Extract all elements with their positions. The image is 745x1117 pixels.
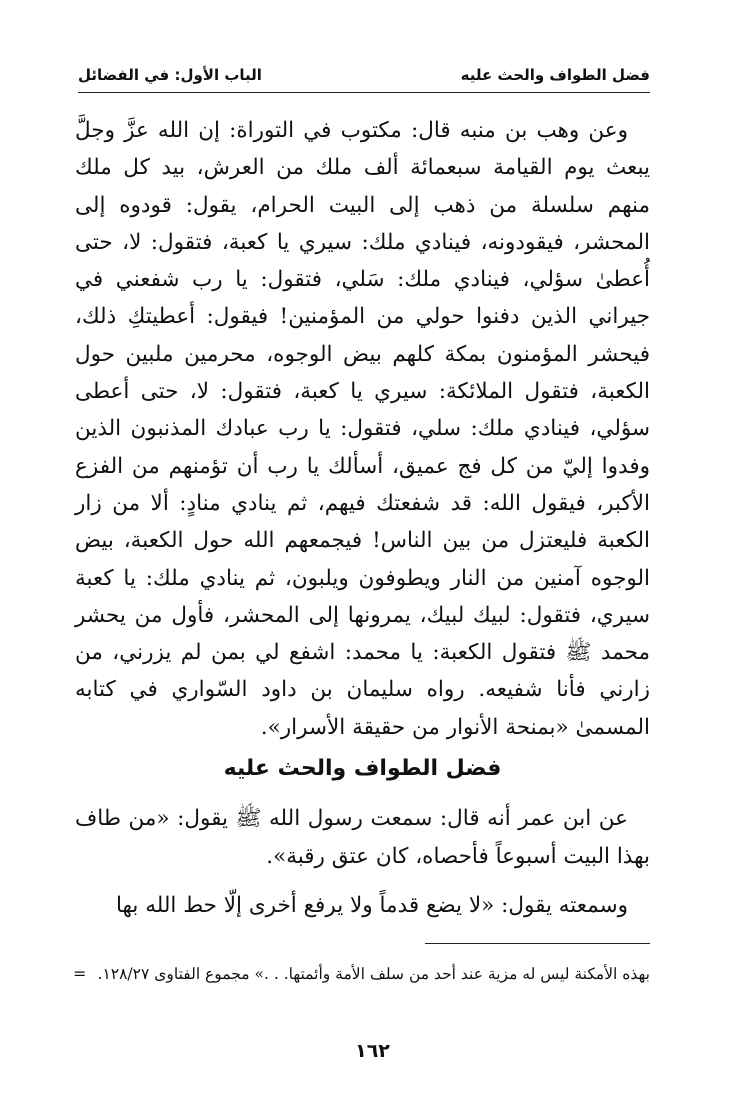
footnote-text: بهذه الأمكنة ليس له مزية عند أحد من سلف الأمة وأئمتها. . .» مجموع الفتاوى ١٢٨/٢٧. bbox=[97, 965, 650, 983]
section-title: الباب الأول: في الفضائل bbox=[78, 66, 262, 84]
main-text bbox=[75, 112, 650, 746]
page-number: ١٦٢ bbox=[355, 1040, 390, 1062]
chapter-title: فضل الطواف والحث عليه bbox=[460, 66, 650, 84]
hadith-paragraph-2: وسمعته يقول: «لا يضع قدماً ولا يرفع أخرى إلّا حط الله بها bbox=[115, 893, 628, 918]
footnote-continuation-mark: = bbox=[73, 964, 87, 983]
footnote bbox=[73, 958, 650, 990]
running-header bbox=[78, 58, 650, 93]
hadith-text bbox=[75, 800, 650, 937]
section-heading: فضل الطواف والحث عليه bbox=[223, 756, 502, 781]
hadith-paragraph-1: عن ابن عمر أنه قال: سمعت رسول الله ﷺ يقول: «من طاف بهذا البيت أسبوعاً فأحصاه، كان عتق رقبة». bbox=[75, 806, 650, 869]
narration-paragraph: وعن وهب بن منبه قال: مكتوب في التوراة: إن الله عزَّ وجلَّ يبعث يوم القيامة سبعمائة ألف ملك من العرش، بيد كل ملك منهم سلسلة من ذهب إلى البيت الحرام، يقول: قودوه إلى المحشر، فيقودونه، فينادي ملك: سيري يا كعبة، فتقول: لا، حتى أُعطىٰ سؤلي، فينادي ملك: سَلي، فتقول: يا رب شفعني في جيراني الذين دفنوا حولي من المؤمنين! فيقول: أعطيتكِ ذلك، فيحشر المؤمنون بمكة كلهم بيض الوجوه، محرمين ملبين حول الكعبة، فتقول الملائكة: سيري يا كعبة، فتقول: لا، حتى أعطى سؤلي، فينادي ملك: سلي، فتقول: يا رب عبادك المذنبون الذين وفدوا إليّ من كل فج عميق، أسألك يا رب أن تؤمنهم من الفزع الأكبر، فيقول الله: قد شفعتك فيهم، ثم ينادي منادٍ: ألا من زار الكعبة فليعتزل من بين الناس! فيجمعهم الله حول الكعبة، بيض الوجوه آمنين من النار ويطوفون ويلبون، ثم ينادي ملك: يا كعبة سيري، فتقول: لبيك لبيك، يمرونها إلى المحشر، فأول من يحشر محمد ﷺ فتقول الكعبة: يا محمد: اشفع لي بمن لم يزرني، من زارني فأنا شفيعه. رواه سليمان بن داود السّواري في كتابه المسمىٰ «بمنحة الأنوار من حقيقة الأسرار». bbox=[75, 118, 650, 740]
footnote-divider bbox=[425, 943, 650, 944]
